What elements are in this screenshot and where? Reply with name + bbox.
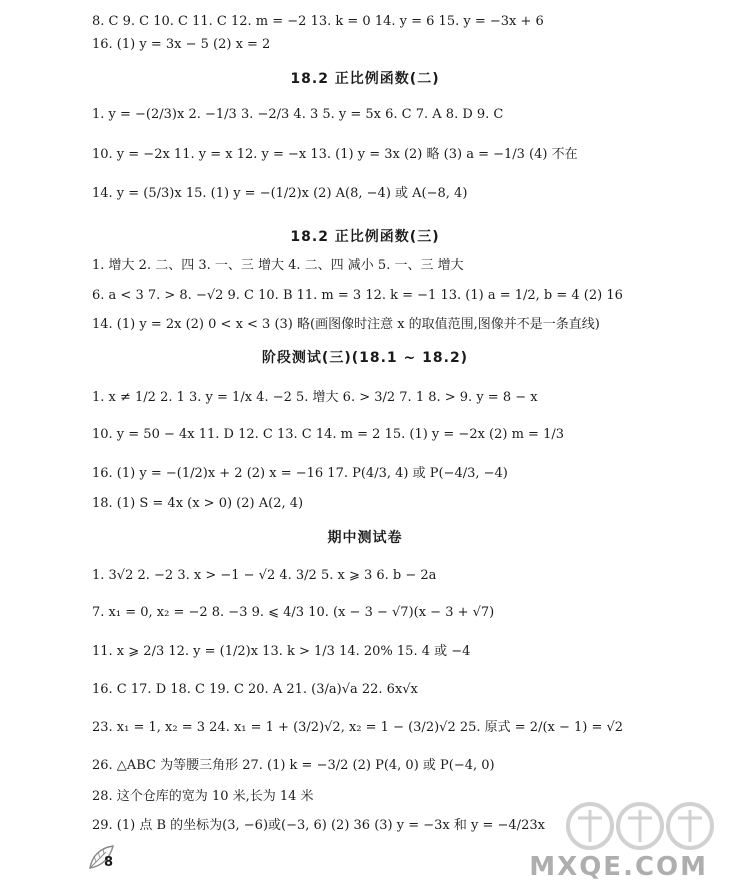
- answer-line-7: 6. a < 3 7. > 8. −√2 9. C 10. B 11. m = 3 12. k = −1 13. (1) a = 1/2, b = 4 (2) 16: [92, 288, 623, 303]
- section-title-stage-test-3: 阶段测试(三)(18.1 ~ 18.2): [261, 350, 469, 366]
- answer-line-18: 26. △ABC 为等腰三角形 27. (1) k = −3/2 (2) P(4, 0) 或 P(−4, 0): [92, 758, 495, 773]
- answer-line-15: 11. x ⩾ 2/3 12. y = (1/2)x 13. k > 1/3 14. 20% 15. 4 或 −4: [92, 644, 471, 659]
- answer-line-20: 29. (1) 点 B 的坐标为(3, −6)或(−3, 6) (2) 36 (3) y = −3x 和 y = −4/23x: [92, 818, 545, 833]
- answer-line-2: 16. (1) y = 3x − 5 (2) x = 2: [92, 37, 271, 52]
- section-title-18-2-part-2: 18.2 正比例函数(二): [290, 71, 440, 87]
- answer-line-14: 7. x₁ = 0, x₂ = −2 8. −3 9. ⩽ 4/3 10. (x − 3 − √7)(x − 3 + √7): [92, 605, 495, 620]
- answer-line-6: 1. 增大 2. 二、四 3. 一、三 增大 4. 二、四 减小 5. 一、三 增大: [92, 258, 464, 273]
- answer-line-13: 1. 3√2 2. −2 3. x > −1 − √2 4. 3/2 5. x ⩾ 3 6. b − 2a: [92, 568, 437, 583]
- answer-line-5: 14. y = (5/3)x 15. (1) y = −(1/2)x (2) A(8, −4) 或 A(−8, 4): [92, 186, 468, 201]
- answer-line-12: 18. (1) S = 4x (x > 0) (2) A(2, 4): [92, 496, 304, 511]
- section-title-midterm-test: 期中测试卷: [327, 530, 403, 546]
- answer-line-1: 8. C 9. C 10. C 11. C 12. m = −2 13. k = 0 14. y = 6 15. y = −3x + 6: [92, 14, 544, 29]
- section-title-18-2-part-3: 18.2 正比例函数(三): [290, 229, 440, 245]
- answer-line-8: 14. (1) y = 2x (2) 0 < x < 3 (3) 略(画图像时注意 x 的取值范围,图像并不是一条直线): [92, 317, 600, 332]
- answer-line-16: 16. C 17. D 18. C 19. C 20. A 21. (3/a)√a 22. 6x√x: [92, 682, 418, 697]
- answer-line-17: 23. x₁ = 1, x₂ = 3 24. x₁ = 1 + (3/2)√2, x₂ = 1 − (3/2)√2 25. 原式 = 2/(x − 1) = √2: [92, 720, 624, 735]
- answer-line-4: 10. y = −2x 11. y = x 12. y = −x 13. (1) y = 3x (2) 略 (3) a = −1/3 (4) 不在: [92, 147, 578, 162]
- answer-line-9: 1. x ≠ 1/2 2. 1 3. y = 1/x 4. −2 5. 增大 6. > 3/2 7. 1 8. > 9. y = 8 − x: [92, 390, 538, 405]
- watermark-text: MXQE.COM: [529, 852, 708, 882]
- answer-line-10: 10. y = 50 − 4x 11. D 12. C 13. C 14. m = 2 15. (1) y = −2x (2) m = 1/3: [92, 427, 565, 442]
- answer-line-3: 1. y = −(2/3)x 2. −1/3 3. −2/3 4. 3 5. y = 5x 6. C 7. A 8. D 9. C: [92, 107, 504, 122]
- answer-line-11: 16. (1) y = −(1/2)x + 2 (2) x = −16 17. P(4/3, 4) 或 P(−4/3, −4): [92, 466, 508, 481]
- page-number: 8: [104, 855, 114, 870]
- answer-line-19: 28. 这个仓库的宽为 10 米,长为 14 米: [92, 789, 314, 804]
